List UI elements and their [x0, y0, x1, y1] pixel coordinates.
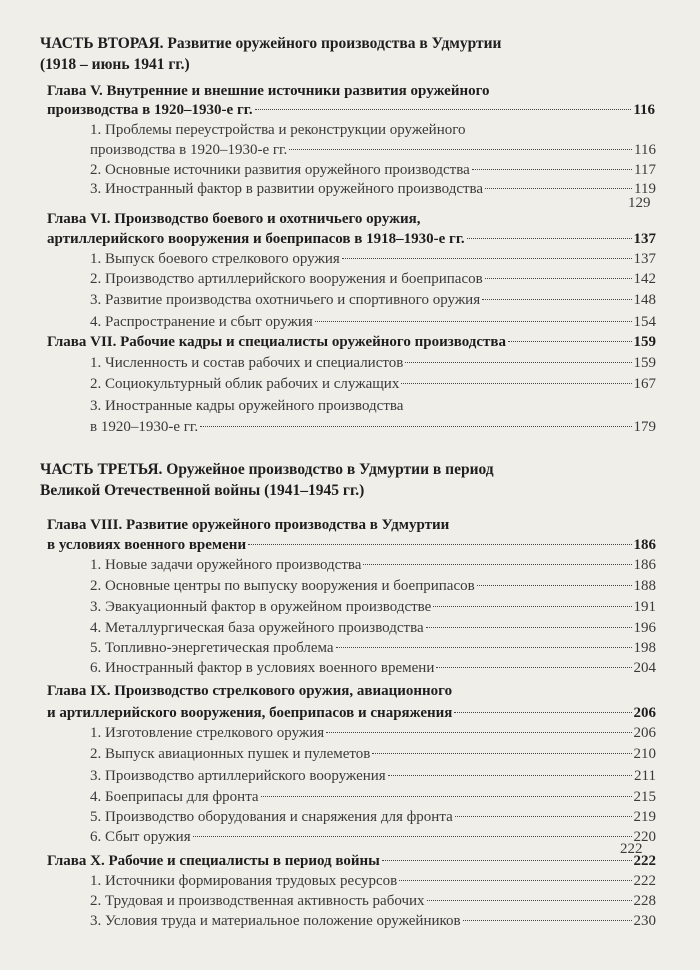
dot-leader — [508, 341, 631, 342]
page-number: 142 — [633, 271, 656, 287]
dot-leader — [388, 775, 632, 776]
page-number: 148 — [633, 292, 656, 308]
section-label: 5. Топливно-энергетическая проблема — [90, 640, 334, 656]
dot-leader — [485, 188, 632, 189]
chapter-10-entry — [47, 852, 656, 871]
section-label: 3. Условия труда и материальное положение оружейников — [90, 913, 461, 929]
dot-leader — [200, 426, 631, 427]
dot-leader — [455, 816, 632, 817]
page-number: 188 — [633, 578, 656, 594]
section-8-5-entry — [90, 639, 656, 658]
section-7-1-entry — [90, 354, 656, 373]
section-label: 2. Трудовая и производственная активность рабочих — [90, 893, 425, 909]
page-number: 196 — [633, 620, 656, 636]
page-number: 228 — [633, 893, 656, 909]
section-label: 4. Распространение и сбыт оружия — [90, 314, 313, 330]
section-8-4-entry — [90, 619, 656, 638]
dot-leader — [326, 732, 631, 733]
dot-leader — [315, 321, 632, 322]
chapter-7-entry — [47, 333, 656, 352]
chapter-8-title: Глава VIII. Развитие оружейного производства в Удмуртии — [47, 517, 450, 533]
section-9-3-entry — [90, 767, 656, 786]
section-label: 5. Производство оборудования и снаряжения для фронта — [90, 809, 453, 825]
page-number: 206 — [633, 705, 656, 721]
page-number: 211 — [634, 768, 656, 784]
section-9-6-entry — [90, 828, 656, 847]
dot-leader — [405, 362, 631, 363]
chapter-10-title: Глава X. Рабочие и специалисты в период войны — [47, 853, 380, 869]
section-label: производства в 1920–1930-е гг. — [90, 142, 288, 158]
section-6-1-entry — [90, 250, 656, 269]
section-label: 6. Сбыт оружия — [90, 829, 191, 845]
section-10-2-entry — [90, 892, 656, 911]
dot-leader — [485, 278, 632, 279]
page-number: 219 — [633, 809, 656, 825]
part-three-dates: Великой Отечественной войны (1941–1945 гг.) — [40, 482, 365, 499]
section-label: 3. Эвакуационный фактор в оружейном производстве — [90, 599, 432, 615]
dot-leader — [289, 149, 632, 150]
part-three-heading — [40, 459, 660, 501]
page-number: 215 — [633, 789, 656, 805]
part-two-dates: (1918 – июнь 1941 гг.) — [40, 56, 190, 73]
dot-leader — [372, 753, 631, 754]
page-number: 222 — [633, 853, 656, 869]
page-number: 137 — [633, 231, 656, 247]
section-7-3-entry — [90, 418, 656, 437]
section-label: 1. Изготовление стрелкового оружия — [90, 725, 325, 741]
part-three-title: ЧАСТЬ ТРЕТЬЯ. Оружейное производство в Удмуртии в период — [40, 461, 494, 478]
section-6-2-entry — [90, 270, 656, 289]
chapter-8-entry — [47, 536, 656, 555]
dot-leader — [472, 169, 632, 170]
section-label: 4. Боеприпасы для фронта — [90, 789, 259, 805]
chapter-9-title: Глава IX. Производство стрелкового оружия, авиационного — [47, 683, 453, 699]
dot-leader — [248, 544, 631, 545]
section-label: 3. Производство артиллерийского вооружения — [90, 768, 386, 784]
section-label: 3. Иностранный фактор в развитии оружейного производства — [90, 181, 484, 197]
section-5-3-entry — [90, 180, 656, 199]
section-label: 2. Социокультурный облик рабочих и служащих — [90, 376, 400, 392]
section-8-2-entry — [90, 577, 656, 596]
section-6-4-entry — [90, 313, 656, 332]
page-number: 186 — [633, 557, 656, 573]
dot-leader — [342, 258, 632, 259]
chapter-5-entry — [47, 101, 655, 120]
section-9-1-entry — [90, 724, 656, 743]
chapter-9-title-cont: и артиллерийского вооружения, боеприпасов и снаряжения — [47, 705, 453, 721]
page-number: 222 — [633, 873, 656, 889]
dot-leader — [336, 647, 632, 648]
page-number: 119 — [634, 181, 656, 197]
section-label: 2. Выпуск авиационных пушек и пулеметов — [90, 746, 371, 762]
page-number: 154 — [633, 314, 656, 330]
section-label: 3. Развитие производства охотничьего и спортивного оружия — [90, 292, 481, 308]
chapter-6-title-cont: артиллерийского вооружения и боеприпасов в 1918–1930-е гг. — [47, 231, 465, 247]
chapter-7-title: Глава VII. Рабочие кадры и специалисты оружейного производства — [47, 334, 507, 350]
section-label: 4. Металлургическая база оружейного производства — [90, 620, 424, 636]
section-label: 2. Основные центры по выпуску вооружения и боеприпасов — [90, 578, 475, 594]
section-7-2-entry — [90, 375, 656, 394]
chapter-5-title-cont: производства в 1920–1930-е гг. — [47, 102, 253, 118]
section-label: 2. Производство артиллерийского вооружения и боеприпасов — [90, 271, 483, 287]
page-number: 116 — [633, 102, 655, 118]
page-number: 129 — [628, 195, 651, 211]
section-label: 1. Численность и состав рабочих и специалистов — [90, 355, 404, 371]
dot-leader — [399, 880, 631, 881]
page-number: 179 — [633, 419, 656, 435]
page-number: 191 — [633, 599, 656, 615]
section-9-4-entry — [90, 788, 656, 807]
page-number: 159 — [633, 334, 656, 350]
section-6-3-entry — [90, 291, 656, 310]
dot-leader — [426, 627, 632, 628]
dot-leader — [433, 606, 631, 607]
page-number: 198 — [633, 640, 656, 656]
chapter-6-entry — [47, 230, 656, 249]
page-number: 220 — [633, 829, 656, 845]
section-5-2-entry — [90, 161, 656, 180]
section-label: в 1920–1930-е гг. — [90, 419, 199, 435]
dot-leader — [427, 900, 632, 901]
section-9-5-entry — [90, 808, 656, 827]
section-label: 2. Основные источники развития оружейного производства — [90, 162, 470, 178]
section-5-1-entry — [90, 141, 656, 160]
section-label: 1. Выпуск боевого стрелкового оружия — [90, 251, 340, 267]
page-number: 186 — [633, 537, 656, 553]
dot-leader — [363, 564, 631, 565]
part-two-heading — [40, 33, 660, 75]
dot-leader — [255, 109, 632, 110]
page-number: 137 — [633, 251, 656, 267]
page-number: 230 — [633, 913, 656, 929]
section-8-1-entry — [90, 556, 656, 575]
section-8-3-entry — [90, 598, 656, 617]
chapter-5-title: Глава V. Внутренние и внешние источники развития оружейного — [47, 83, 490, 99]
page-number: 116 — [634, 142, 656, 158]
section-7-3-title: 3. Иностранные кадры оружейного производства — [90, 398, 404, 414]
section-label: 6. Иностранный фактор в условиях военного времени — [90, 660, 435, 676]
page-number: 204 — [633, 660, 656, 676]
section-label: 1. Источники формирования трудовых ресурсов — [90, 873, 398, 889]
page-number: 167 — [633, 376, 656, 392]
dot-leader — [467, 238, 632, 239]
page-number: 117 — [634, 162, 656, 178]
section-9-2-entry — [90, 745, 656, 764]
section-label: 1. Новые задачи оружейного производства — [90, 557, 362, 573]
dot-leader — [382, 860, 632, 861]
page-number: 206 — [633, 725, 656, 741]
dot-leader — [463, 920, 632, 921]
chapter-9-entry — [47, 704, 656, 723]
dot-leader — [193, 836, 632, 837]
dot-leader — [482, 299, 631, 300]
section-5-1-title: 1. Проблемы переустройства и реконструкции оружейного — [90, 122, 466, 138]
part-two-title: ЧАСТЬ ВТОРАЯ. Развитие оружейного производства в Удмуртии — [40, 35, 502, 52]
dot-leader — [454, 712, 631, 713]
dot-leader — [436, 667, 631, 668]
section-8-6-entry — [90, 659, 656, 678]
chapter-6-title: Глава VI. Производство боевого и охотничьего оружия, — [47, 211, 421, 227]
section-10-3-entry — [90, 912, 656, 931]
dot-leader — [401, 383, 631, 384]
page-number: 210 — [633, 746, 656, 762]
dot-leader — [261, 796, 632, 797]
page-number: 222 — [620, 841, 643, 857]
section-10-1-entry — [90, 872, 656, 891]
chapter-8-title-cont: в условиях военного времени — [47, 537, 247, 553]
dot-leader — [477, 585, 632, 586]
page-number: 159 — [633, 355, 656, 371]
